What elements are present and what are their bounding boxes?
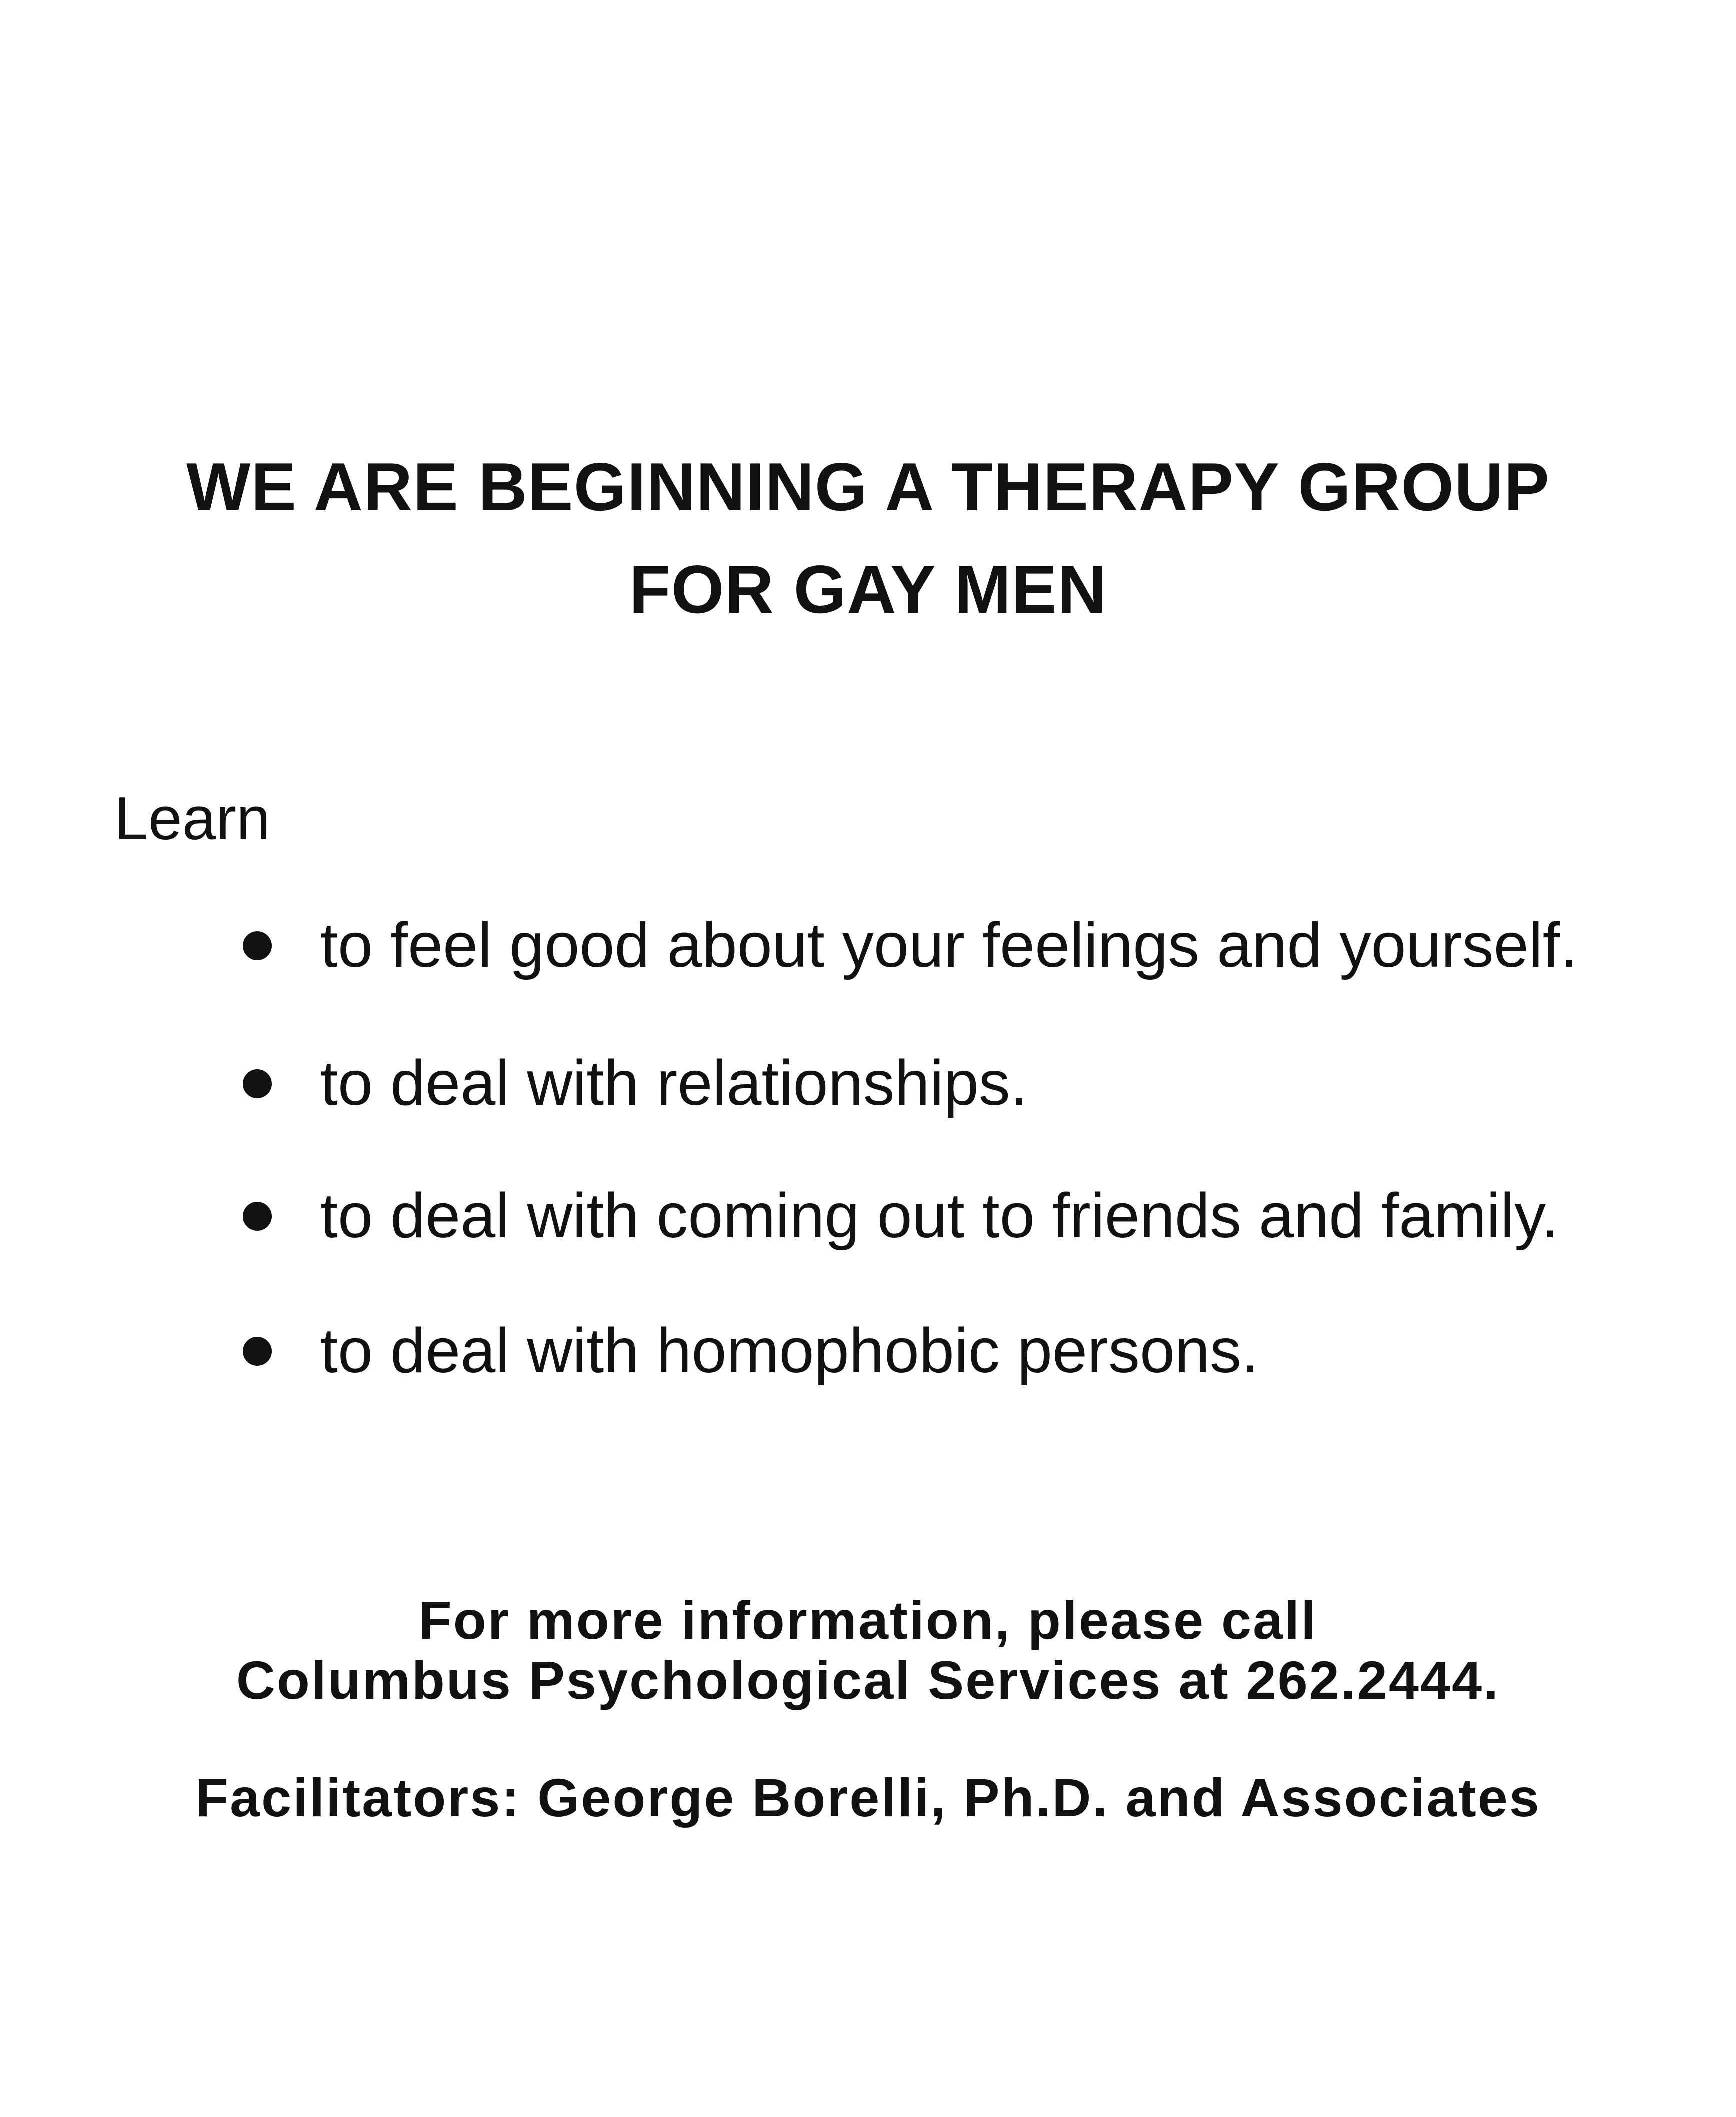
list-item <box>243 1181 1718 1251</box>
headline-line-2: FOR GAY MEN <box>629 551 1107 627</box>
contact-line-2: Columbus Psychological Services at 262.2444. <box>236 1650 1500 1710</box>
bullet-icon <box>243 931 272 960</box>
list-item <box>243 910 1718 980</box>
list-item <box>243 1048 1718 1118</box>
contact-line-1: For more information, please call <box>418 1590 1318 1650</box>
list-item-text: to deal with coming out to friends and family. <box>320 1180 1559 1251</box>
bullet-icon <box>243 1202 272 1231</box>
bullet-icon <box>243 1337 272 1366</box>
list-item-text: to deal with relationships. <box>320 1047 1028 1118</box>
list-item <box>243 1316 1718 1386</box>
headline-line-1: WE ARE BEGINNING A THERAPY GROUP <box>186 449 1550 525</box>
facilitators-line: Facilitators: George Borelli, Ph.D. and Associates <box>195 1767 1541 1828</box>
bullet-icon <box>243 1069 272 1098</box>
intro-text: Learn <box>114 784 271 852</box>
list-item-text: to feel good about your feelings and yourself. <box>320 910 1578 980</box>
list-item-text: to deal with homophobic persons. <box>320 1315 1259 1386</box>
